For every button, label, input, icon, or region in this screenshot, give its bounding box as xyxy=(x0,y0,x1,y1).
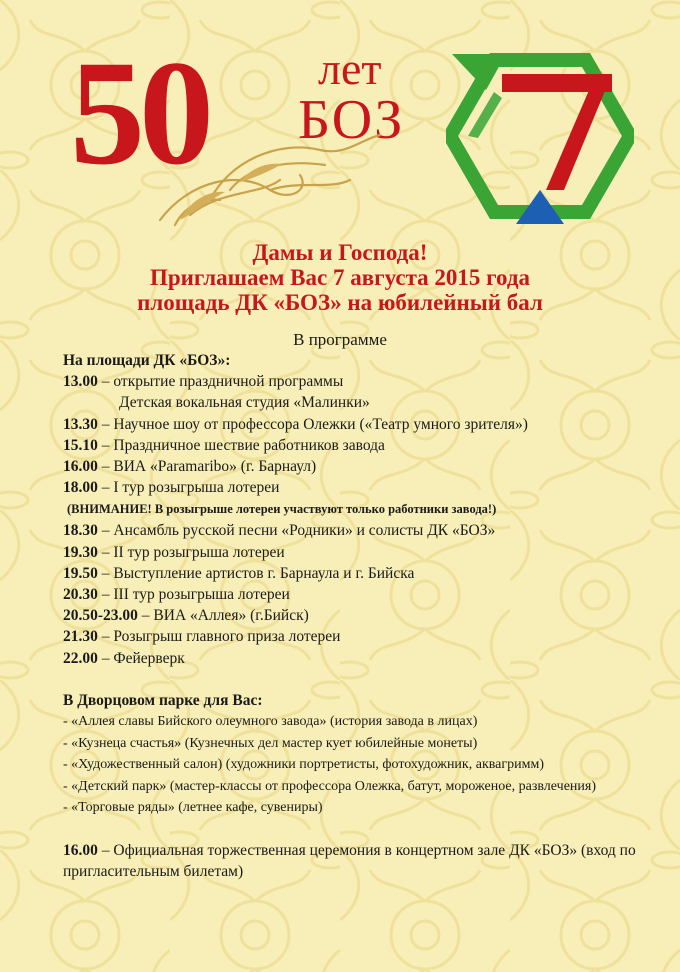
ceremony-text: – Официальная торжественная церемония в концертном зале ДК «БОЗ» (вход по пригласительным билетам) xyxy=(63,841,636,880)
schedule-time: 20.50-23.00 xyxy=(63,607,138,625)
schedule-text: – II тур розыгрыша лотереи xyxy=(97,543,285,561)
schedule-time: 22.00 xyxy=(63,649,98,667)
invitation-place: площадь ДК «БОЗ» на юбилейный бал xyxy=(137,290,543,315)
header xyxy=(0,0,680,240)
schedule-item xyxy=(63,584,663,605)
boz-logo-icon xyxy=(446,40,634,228)
lottery-notice: (ВНИМАНИЕ! В розыгрыше лотереи участвуют только работники завода!) xyxy=(67,502,497,517)
schedule-text: – Праздничное шествие работников завода xyxy=(97,436,385,454)
organization-name: БОЗ xyxy=(298,89,405,151)
park-item: - «Торговые ряды» (летнее кафе, сувениры) xyxy=(63,800,323,816)
schedule-text: – ВИА «Paramaribo» (г. Барнаул) xyxy=(97,458,317,476)
schedule-text: – ВИА «Аллея» (г.Бийск) xyxy=(137,607,309,625)
schedule-text: Детская вокальная студия «Малинки» xyxy=(119,394,370,412)
schedule-item xyxy=(63,371,663,392)
schedule-text: – Фейерверк xyxy=(97,649,185,667)
park-item: - «Художественный салон) (художники портретисты, фотохудожник, аквагримм) xyxy=(63,757,544,773)
schedule-time: 13.00 xyxy=(63,373,98,391)
schedule-item xyxy=(63,648,663,669)
schedule-time: 16.00 xyxy=(63,458,98,476)
schedule-text: – Выступление артистов г. Барнаула и г. Бийска xyxy=(97,564,415,582)
ceremony-time: 16.00 xyxy=(63,841,98,859)
schedule-item xyxy=(63,477,663,498)
schedule-text: – Розыгрыш главного приза лотереи xyxy=(97,628,341,646)
schedule-text: – I тур розыгрыша лотереи xyxy=(97,479,280,497)
schedule-time: 18.30 xyxy=(63,522,98,540)
schedule-text: – Научное шоу от профессора Олежки («Театр умного зрителя») xyxy=(97,415,528,433)
schedule-item xyxy=(63,414,663,435)
schedule-text: – Ансамбль русской песни «Родники» и солисты ДК «БОЗ» xyxy=(97,522,496,540)
park-heading: В Дворцовом парке для Вас: xyxy=(63,691,263,709)
anniversary-years-word: лет xyxy=(318,43,382,94)
invitation-block xyxy=(0,240,680,315)
schedule-item xyxy=(63,435,663,456)
schedule-time: 19.30 xyxy=(63,543,98,561)
schedule-time: 15.10 xyxy=(63,436,98,454)
schedule-item xyxy=(63,392,663,413)
invitation-date: Приглашаем Вас 7 августа 2015 года xyxy=(150,265,530,290)
anniversary-number: 50 xyxy=(70,30,208,196)
schedule-item xyxy=(63,456,663,477)
ceremony-item xyxy=(63,840,663,882)
schedule-time: 13.30 xyxy=(63,415,98,433)
schedule-text: – открытие праздничной программы xyxy=(97,373,344,391)
schedule-item xyxy=(63,542,663,563)
square-heading: На площади ДК «БОЗ»: xyxy=(63,352,231,369)
schedule-item xyxy=(63,520,663,541)
program-content xyxy=(63,350,663,882)
park-item: - «Кузнеца счастья» (Кузнечных дел мастер кует юбилейные монеты) xyxy=(63,735,478,751)
schedule-time: 20.30 xyxy=(63,586,98,604)
golden-leaf-ornament-icon xyxy=(150,120,390,230)
schedule-time: 19.50 xyxy=(63,564,98,582)
schedule-time: 18.00 xyxy=(63,479,98,497)
park-item: - «Аллея славы Бийского олеумного завода» (история завода в лицах) xyxy=(63,714,478,730)
schedule-item xyxy=(63,605,663,626)
schedule-time: 21.30 xyxy=(63,628,98,646)
program-title: В программе xyxy=(293,330,387,349)
schedule-item xyxy=(63,626,663,647)
schedule-text: – III тур розыгрыша лотереи xyxy=(97,586,290,604)
invitation-greeting: Дамы и Господа! xyxy=(252,240,428,265)
park-item: - «Детский парк» (мастер-классы от профессора Олежка, батут, мороженое, развлечения) xyxy=(63,778,596,794)
schedule-item xyxy=(63,563,663,584)
